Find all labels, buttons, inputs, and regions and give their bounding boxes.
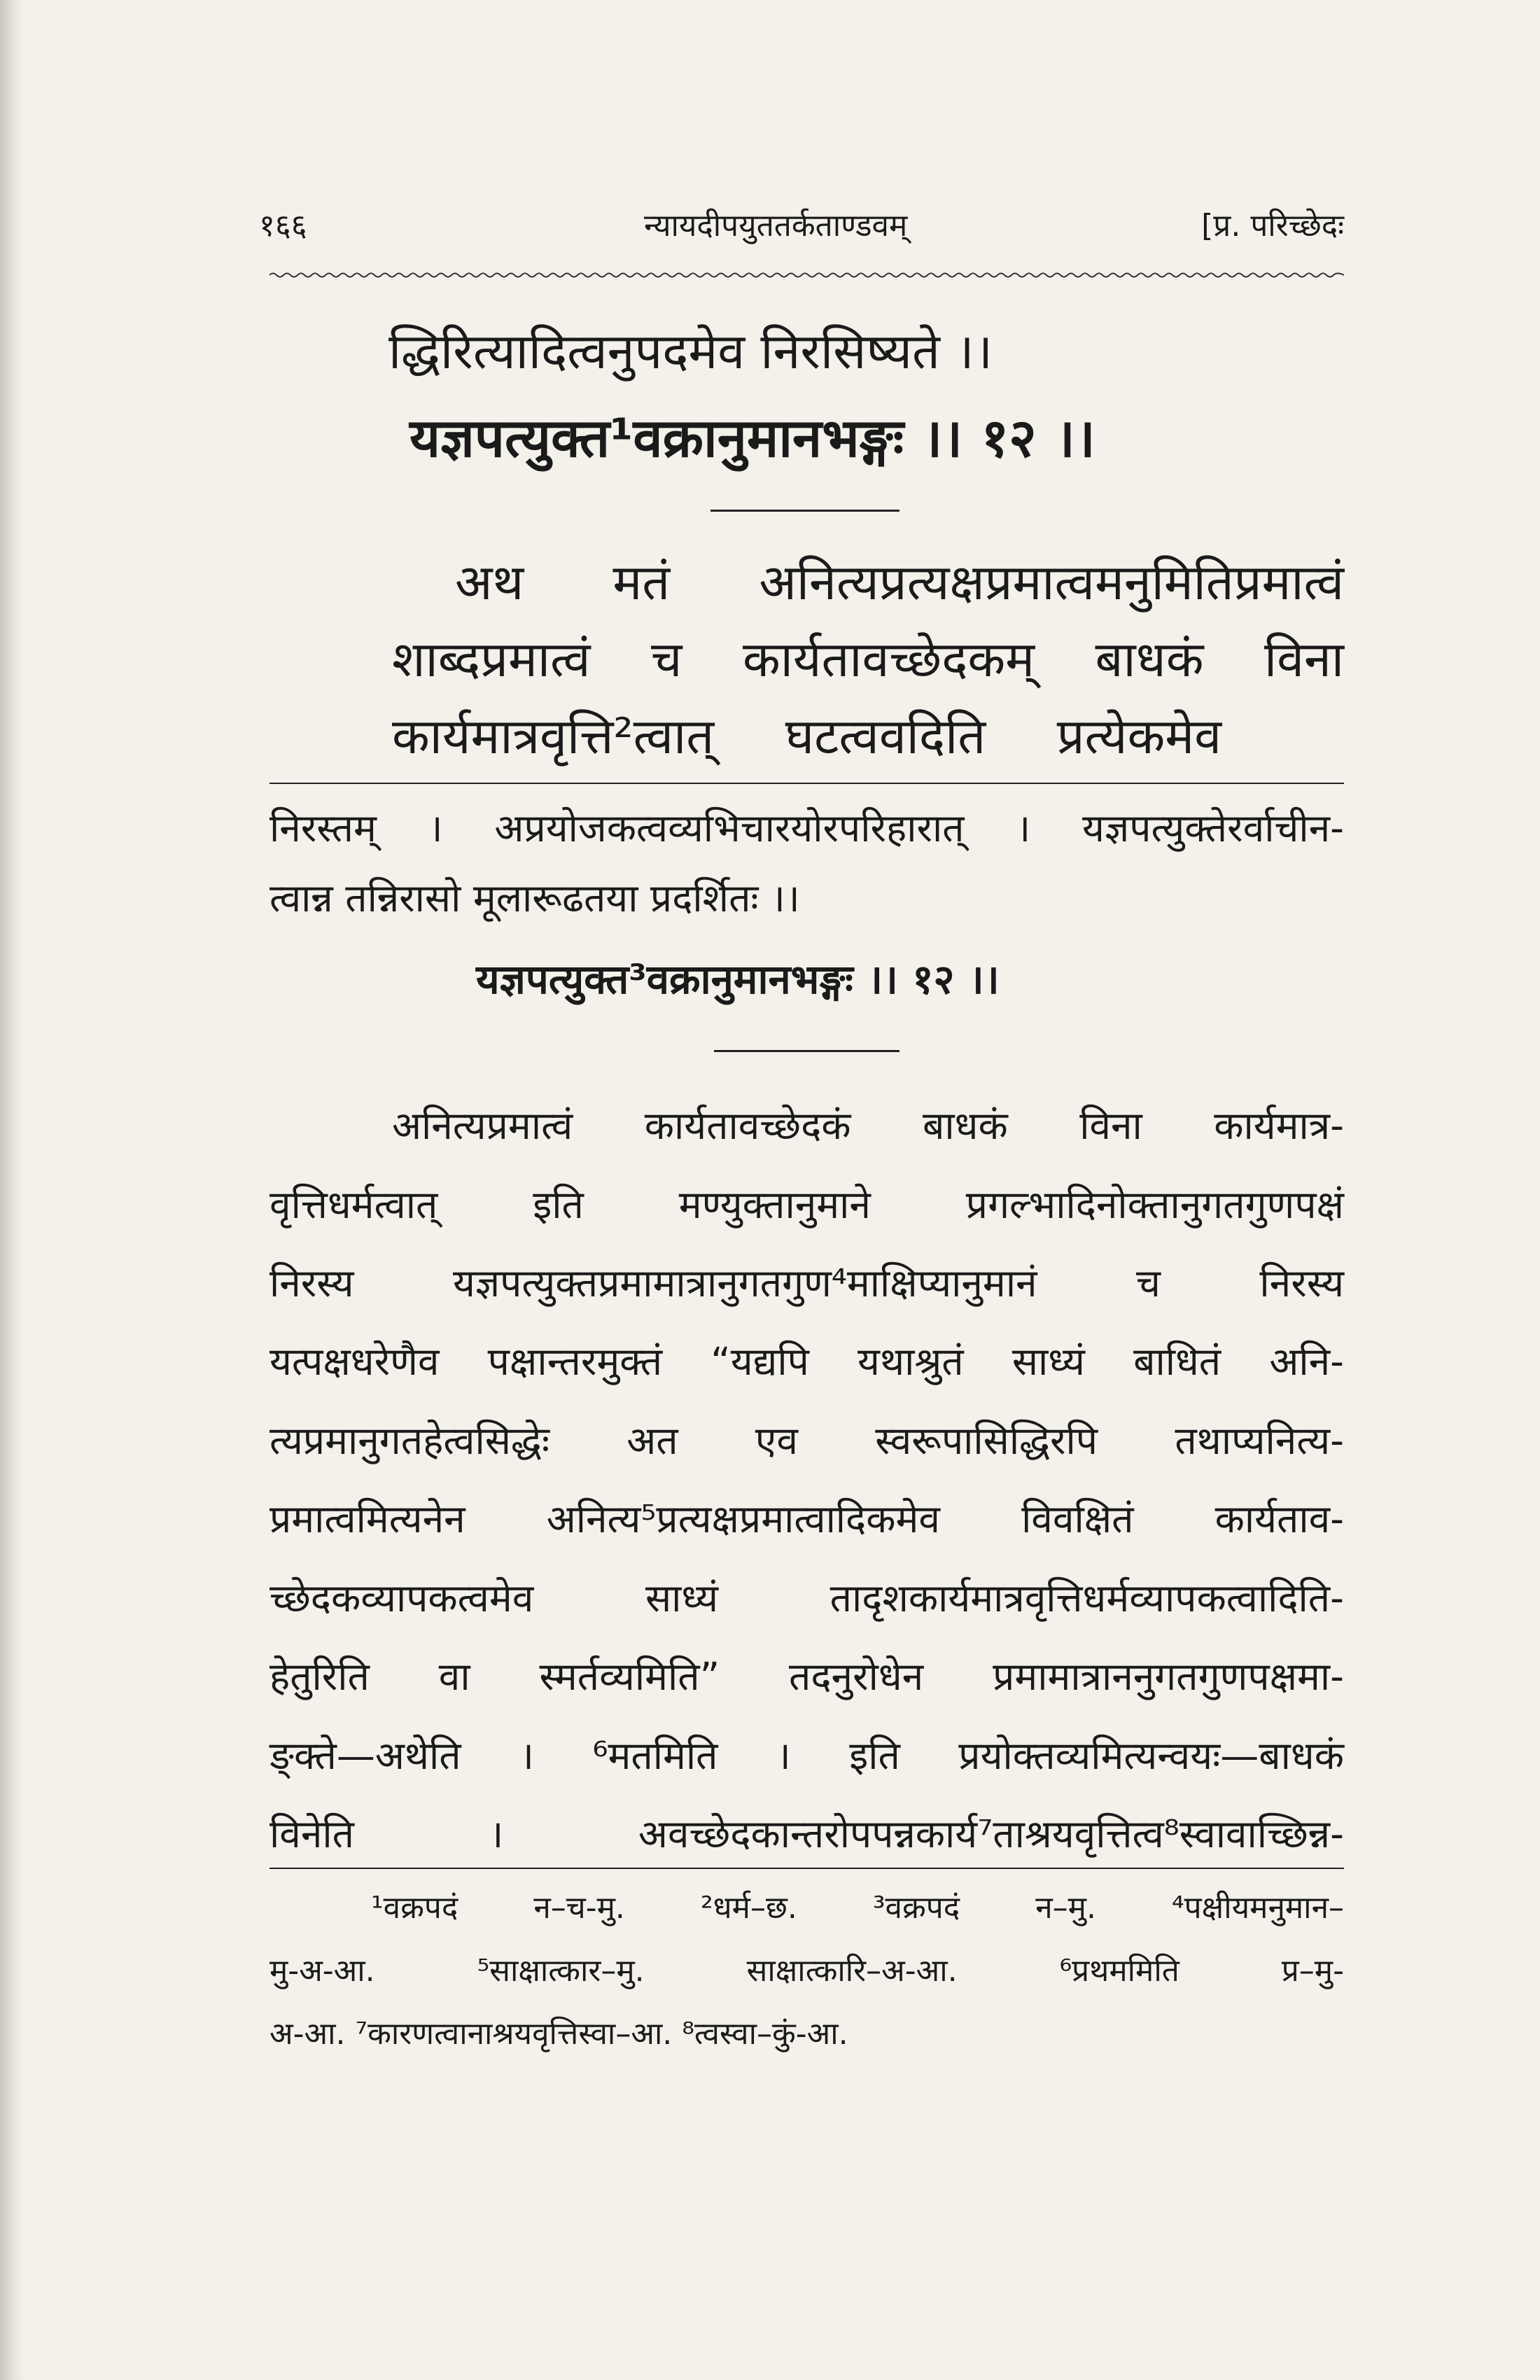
commentary-line: वृत्तिधर्मत्वात् इति मण्युक्तानुमाने प्रगल्भादिनोक्तानुगतगुणपक्षं <box>270 1182 1344 1227</box>
commentary-line: निरस्तम् । अप्रयोजकत्वव्यभिचारयोरपरिहारात् । यज्ञपत्युक्तेरर्वाचीन- <box>270 806 1344 850</box>
commentary-line: अनित्यप्रमात्वं कार्यतावच्छेदकं बाधकं विना कार्यमात्र- <box>392 1103 1344 1148</box>
root-section-heading: यज्ञपत्युक्त¹वक्रानुमानभङ्गः ।। १२ ।। <box>410 407 1096 469</box>
commentary-line: विनेति । अवच्छेदकान्तरोपपन्नकार्य⁷ताश्रयवृत्तित्व⁸स्वावाच्छिन्न- <box>270 1812 1344 1856</box>
root-line: कार्यमात्रवृत्ति²त्वात् घटत्ववदिति प्रत्येकमेव <box>392 708 1222 765</box>
root-line: अथ मतं अनित्यप्रत्यक्षप्रमात्वमनुमितिप्रमात्वं <box>455 554 1344 611</box>
commentary-section-heading: यज्ञपत्युक्त³वक्रानुमानभङ्गः ।। १२ ।। <box>476 955 1000 1003</box>
commentary-line: च्छेदकव्यापकत्वमेव साध्यं तादृशकार्यमात्रवृत्तिधर्मव्यापकत्वादिति- <box>270 1576 1344 1620</box>
short-divider <box>710 510 899 512</box>
commentary-line: यत्पक्षधरेणैव पक्षान्तरमुक्तं “यद्यपि यथाश्रुतं साध्यं बाधितं अनि- <box>270 1339 1344 1384</box>
root-line: शाब्दप्रमात्वं च कार्यतावच्छेदकम् बाधकं विना <box>392 631 1344 688</box>
short-divider <box>714 1050 899 1052</box>
page-gutter-shadow <box>0 0 25 2380</box>
root-line: द्धिरित्यादित्वनुपदमेव निरसिष्यते ।। <box>388 323 993 380</box>
commentary-line: त्यप्रमानुगतहेत्वसिद्धेः अत एव स्वरूपासिद्धिरपि तथाप्यनित्य- <box>270 1418 1344 1463</box>
commentary-line: त्वान्न तन्निरासो मूलारूढतया प्रदर्शितः ।। <box>270 876 800 920</box>
running-title: न्यायदीपयुततर्कताण्डवम् <box>644 208 908 244</box>
section-label: [प्र. परिच्छेदः <box>1201 208 1344 244</box>
footnote-line: मु-अ-आ. ⁵साक्षात्कार–मु. साक्षात्कारि–अ-आ. ⁶प्रथममिति प्र–मु- <box>270 1953 1344 1989</box>
running-header <box>259 203 1344 245</box>
text-divider <box>270 783 1344 784</box>
footnote-line: अ-आ. ⁷कारणत्वानाश्रयवृत्तिस्वा–आ. ⁸त्वस्वा–कुं-आ. <box>270 2016 848 2052</box>
commentary-line: निरस्य यज्ञपत्युक्तप्रमामात्रानुगतगुण⁴माक्षिप्यानुमानं च निरस्य <box>270 1261 1344 1306</box>
commentary-line: प्रमात्वमित्यनेन अनित्य⁵प्रत्यक्षप्रमात्वादिकमेव विवक्षितं कार्यताव- <box>270 1497 1344 1541</box>
commentary-line: हेतुरिति वा स्मर्तव्यमिति” तदनुरोधेन प्रमामात्राननुगतगुणपक्षमा- <box>270 1654 1344 1699</box>
footnote-line: ¹वक्रपदं न–च-मु. ²धर्म–छ. ³वक्रपदं न–मु. ⁴पक्षीयमनुमान– <box>371 1890 1344 1926</box>
commentary-line: ङ्क्ते—अथेति । ⁶मतमिति । इति प्रयोक्तव्यमित्यन्वयः—बाधकं <box>270 1733 1344 1778</box>
header-wavy-rule <box>270 272 1344 279</box>
page-number: १६६ <box>259 208 307 244</box>
footnote-divider <box>270 1868 1344 1869</box>
